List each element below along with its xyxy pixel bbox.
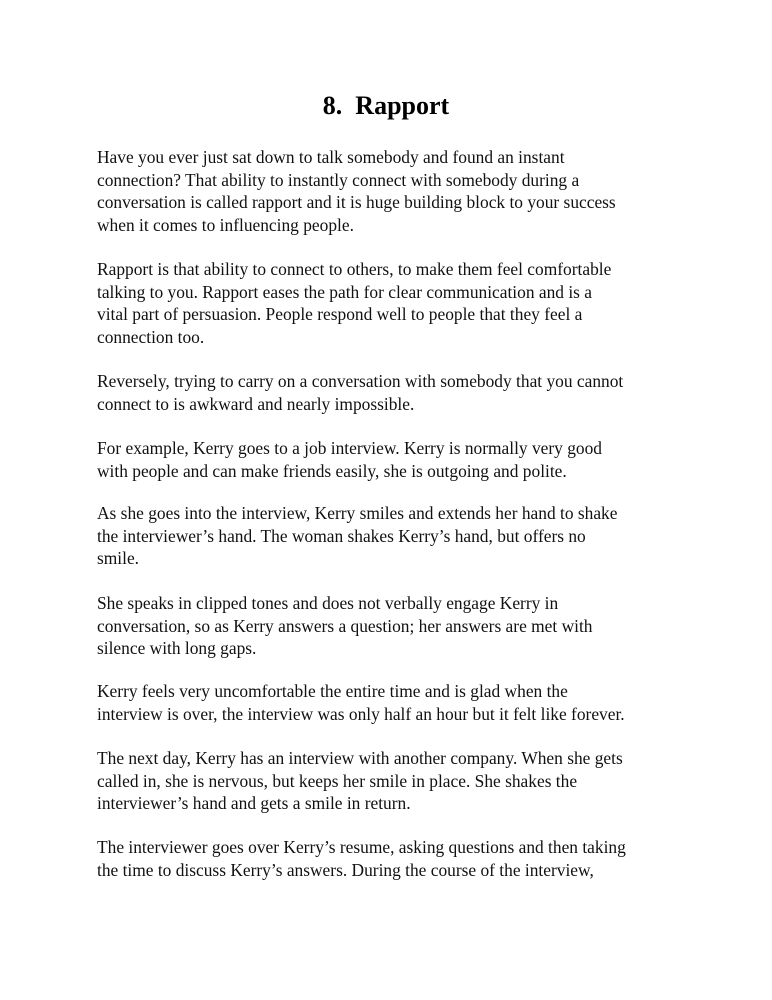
text-line: when it comes to influencing people. xyxy=(97,214,354,235)
text-line: The next day, Kerry has an interview with another company. When she gets xyxy=(97,748,623,768)
text-line: Rapport is that ability to connect to others, to make them feel comfortable xyxy=(97,259,612,279)
text-line: silence with long gaps. xyxy=(97,638,257,658)
paragraph-9 xyxy=(97,836,697,881)
text-line: the interviewer’s hand. The woman shakes Kerry’s hand, but offers no xyxy=(97,525,586,546)
text-line: For example, Kerry goes to a job interview. Kerry is normally very good xyxy=(97,438,602,458)
paragraph-1 xyxy=(97,146,697,236)
text-line: conversation is called rapport and it is huge building block to your success xyxy=(97,192,616,212)
paragraph-3 xyxy=(97,370,697,415)
text-line: conversation, so as Kerry answers a question; her answers are met with xyxy=(97,615,593,636)
text-line: interview is over, the interview was only half an hour but it felt like forever. xyxy=(97,703,625,724)
text-line: Kerry feels very uncomfortable the entire time and is glad when the xyxy=(97,681,568,701)
paragraph-7 xyxy=(97,680,697,725)
text-line: She speaks in clipped tones and does not verbally engage Kerry in xyxy=(97,593,559,613)
text-line: connection too. xyxy=(97,326,205,347)
text-line: smile. xyxy=(97,548,140,568)
text-line: connection? That ability to instantly connect with somebody during a xyxy=(97,169,580,190)
paragraph-2 xyxy=(97,258,697,348)
paragraph-8 xyxy=(97,747,697,815)
text-line: the time to discuss Kerry’s answers. During the course of the interview, xyxy=(97,859,594,880)
paragraph-6 xyxy=(97,592,697,660)
text-line: with people and can make friends easily, she is outgoing and polite. xyxy=(97,460,567,481)
text-line: Reversely, trying to carry on a conversation with somebody that you cannot xyxy=(97,371,624,391)
text-line: interviewer’s hand and gets a smile in return. xyxy=(97,793,411,813)
text-line: As she goes into the interview, Kerry smiles and extends her hand to shake xyxy=(97,503,618,523)
paragraph-4 xyxy=(97,437,697,482)
text-line: called in, she is nervous, but keeps her smile in place. She shakes the xyxy=(97,770,578,791)
text-line: The interviewer goes over Kerry’s resume, asking questions and then taking xyxy=(97,837,626,857)
paragraph-5 xyxy=(97,502,697,570)
text-line: talking to you. Rapport eases the path for clear communication and is a xyxy=(97,281,593,302)
text-line: vital part of persuasion. People respond well to people that they feel a xyxy=(97,304,583,324)
page-title: 8. Rapport xyxy=(322,91,450,120)
text-line: Have you ever just sat down to talk somebody and found an instant xyxy=(97,147,565,167)
text-line: connect to is awkward and nearly impossible. xyxy=(97,393,415,414)
